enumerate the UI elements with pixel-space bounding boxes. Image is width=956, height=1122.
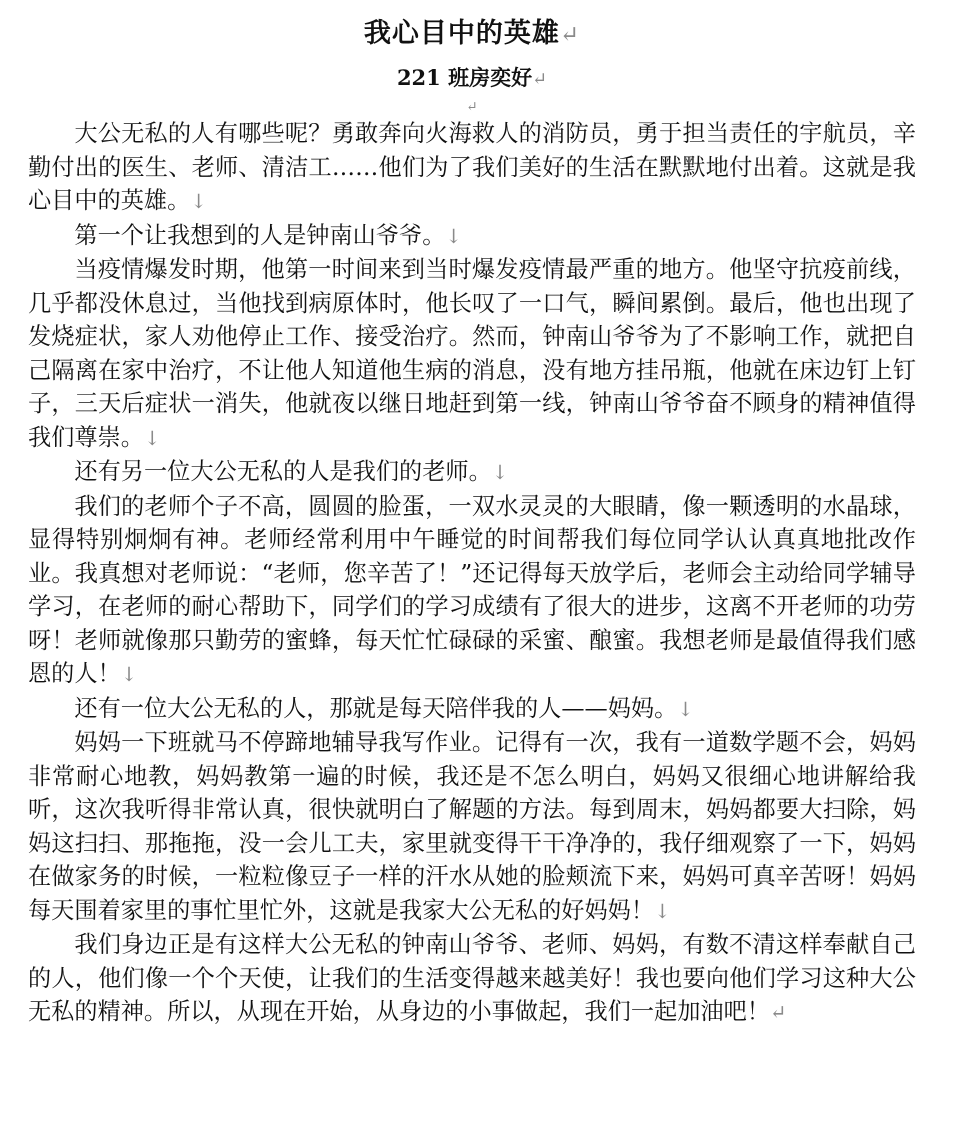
line-break-icon: ↓ bbox=[190, 190, 207, 213]
line-break-icon: ↓ bbox=[120, 663, 138, 686]
paragraph-text: 我们身边正是有这样大公无私的钟南山爷爷、老师、妈妈，有数不清这样奉献自己的人，他们像一个个天使，让我们的生活变得越来越美好！我也要向他们学习这种大公无私的精神。所以，从现在开始，从身边的小事做起，我们一起加油吧！ bbox=[28, 931, 916, 1025]
document-title bbox=[28, 14, 916, 55]
paragraph-text: 我们的老师个子不高，圆圆的脸蛋，一双水灵灵的大眼睛，像一颗透明的水晶球，显得特别炯炯有神。老师经常利用中午睡觉的时间帮我们每位同学认认真真地批改作业。我真想对老师说：“老师，您辛苦了！”还记得每天放学后，老师会主动给同学辅导学习，在老师的耐心帮助下，同学们的学习成绩有了很大的进步，这离不开老师的功劳呀！老师就像那只勤劳的蜜蜂，每天忙忙碌碌的采蜜、酿蜜。我想老师是最值得我们感恩的人！ bbox=[28, 492, 916, 687]
paragraph-mark-icon: ↵ bbox=[559, 22, 581, 48]
line-break-icon: ↓ bbox=[677, 697, 694, 721]
paragraph-mark-icon: ↵ bbox=[770, 1001, 787, 1024]
author-line bbox=[28, 63, 916, 95]
paragraph-1 bbox=[28, 117, 916, 219]
line-break-icon: ↓ bbox=[654, 899, 671, 923]
paragraph-7 bbox=[28, 726, 916, 928]
paragraph-text: 妈妈一下班就马不停蹄地辅导我写作业。记得有一次，我有一道数学题不会，妈妈非常耐心地教，妈妈教第一遍的时候，我还是不怎么明白，妈妈又很细心地讲解给我听，这次我听得非常认真，很快就明白了解题的方法。每到周末，妈妈都要大扫除，妈妈这扫扫、那拖拖，没一会儿工夫，家里就变得干干净净的，我仔细观察了一下，妈妈在做家务的时候，一粒粒像豆子一样的汗水从她的脸颊流下来，妈妈可真辛苦呀！妈妈每天围着家里的事忙里忙外，这就是我家大公无私的好妈妈！ bbox=[28, 729, 916, 924]
paragraph-text: 第一个让我想到的人是钟南山爷爷。 bbox=[74, 221, 446, 249]
paragraph-text: 当疫情爆发时期，他第一时间来到当时爆发疫情最严重的地方。他坚守抗疫前线，几乎都没休息过，当他找到病原体时，他长叹了一口气，瞬间累倒。最后，他也出现了发烧症状，家人劝他停止工作、接受治疗。然而，钟南山爷爷为了不影响工作，就把自己隔离在家中治疗，不让他人知道他生病的消息，没有地方挂吊瓶，他就在床边钉上钉子，三天后症状一消失，他就夜以继日地赶到第一线，钟南山爷爷奋不顾身的精神值得我们尊崇。 bbox=[28, 256, 916, 451]
paragraph-text: 还有另一位大公无私的人是我们的老师。 bbox=[74, 458, 492, 485]
title-text: 我心目中的英雄 bbox=[363, 18, 560, 49]
paragraph-3 bbox=[28, 253, 916, 455]
empty-paragraph bbox=[28, 95, 916, 117]
essay-body bbox=[28, 117, 916, 1030]
paragraph-mark-icon: ↵ bbox=[466, 99, 478, 115]
paragraph-2 bbox=[28, 219, 916, 254]
line-break-icon: ↓ bbox=[445, 224, 462, 248]
author-text: 221 班房奕好 bbox=[396, 65, 533, 90]
line-break-icon: ↓ bbox=[491, 461, 509, 484]
paragraph-text: 大公无私的人有哪些呢？勇敢奔向火海救人的消防员，勇于担当责任的宇航员，辛勤付出的医生、老师、清洁工……他们为了我们美好的生活在默默地付出着。这就是我心目中的英雄。 bbox=[28, 120, 916, 214]
paragraph-5 bbox=[28, 490, 916, 692]
line-break-icon: ↓ bbox=[143, 426, 161, 450]
paragraph-text: 还有一位大公无私的人，那就是每天陪伴我的人——妈妈。 bbox=[74, 694, 678, 722]
paragraph-4 bbox=[28, 455, 916, 490]
paragraph-mark-icon: ↵ bbox=[532, 69, 548, 90]
paragraph-8 bbox=[28, 928, 916, 1030]
paragraph-6 bbox=[28, 692, 916, 727]
